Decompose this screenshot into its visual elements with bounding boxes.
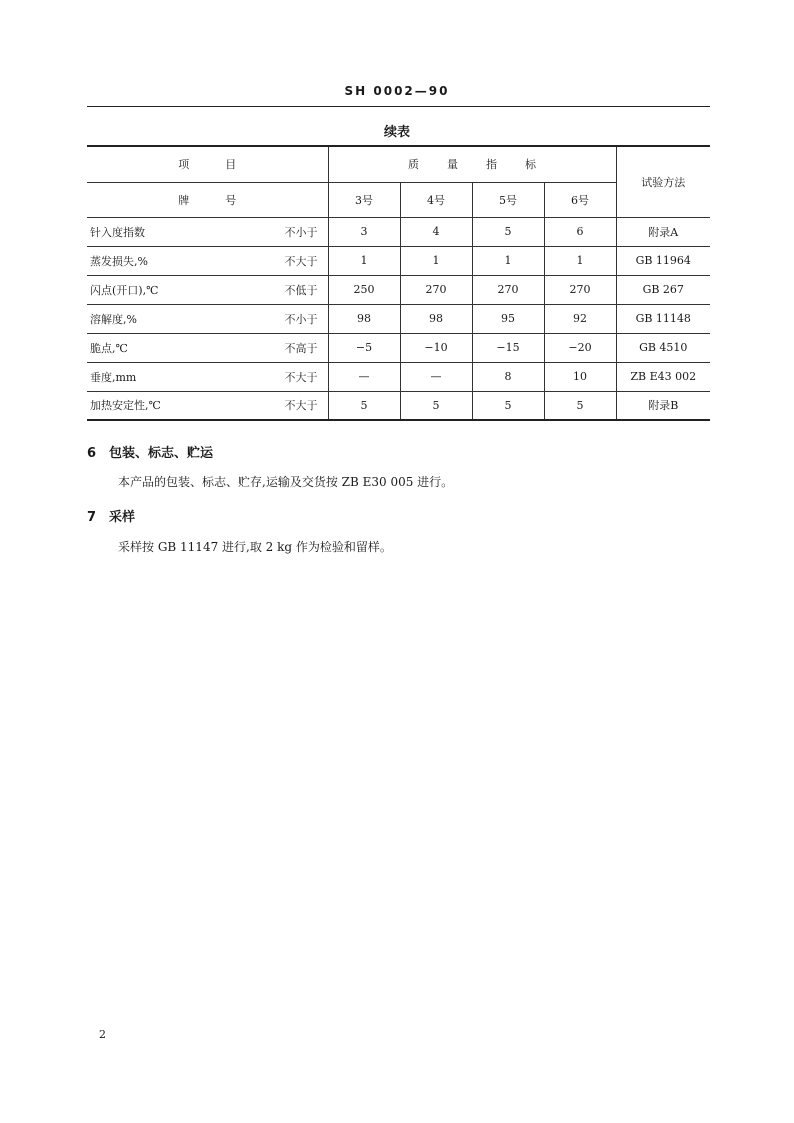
row-value: 5 (328, 391, 400, 420)
section-number: 6 (87, 446, 97, 461)
row-condition: 不大于 (267, 246, 328, 275)
row-method: GB 4510 (616, 333, 710, 362)
header-quality: 质量指标 (328, 146, 616, 182)
row-name: 闪点(开口),℃ (87, 275, 267, 304)
table-row (87, 391, 710, 420)
row-method: GB 11964 (616, 246, 710, 275)
row-condition: 不低于 (267, 275, 328, 304)
row-method: GB 11148 (616, 304, 710, 333)
row-value: −20 (544, 333, 616, 362)
row-value: 95 (472, 304, 544, 333)
row-value: 8 (472, 362, 544, 391)
row-value: 270 (544, 275, 616, 304)
row-name: 加热安定性,℃ (87, 391, 267, 420)
row-condition: 不高于 (267, 333, 328, 362)
section-title: 采样 (109, 510, 136, 525)
row-condition: 不小于 (267, 217, 328, 246)
row-value: 1 (472, 246, 544, 275)
section-title: 包装、标志、贮运 (109, 446, 214, 461)
grade-cell: 4号 (400, 182, 472, 217)
row-value: 5 (472, 391, 544, 420)
row-value: 250 (328, 275, 400, 304)
table-title: 续表 (383, 125, 410, 140)
row-name: 溶解度,% (87, 304, 267, 333)
header-grade: 牌号 (87, 182, 328, 217)
header-method: 试验方法 (616, 146, 710, 217)
row-value: 1 (400, 246, 472, 275)
row-value: 92 (544, 304, 616, 333)
row-value: 3 (328, 217, 400, 246)
row-condition: 不大于 (267, 391, 328, 420)
grade-cell: 3号 (328, 182, 400, 217)
row-value: — (328, 362, 400, 391)
table-row (87, 304, 710, 333)
row-value: 270 (472, 275, 544, 304)
section-heading-sampling (87, 506, 135, 525)
row-value: 98 (400, 304, 472, 333)
row-method: ZB E43 002 (616, 362, 710, 391)
row-value: 5 (400, 391, 472, 420)
row-value: 1 (328, 246, 400, 275)
row-method: GB 267 (616, 275, 710, 304)
row-value: 270 (400, 275, 472, 304)
row-value: −5 (328, 333, 400, 362)
section-heading-packaging (87, 442, 213, 461)
row-name: 蒸发损失,% (87, 246, 267, 275)
header-item: 项目 (87, 146, 328, 182)
row-value: 4 (400, 217, 472, 246)
table-header-row (87, 146, 710, 182)
section-number: 7 (87, 510, 97, 525)
header-rule (87, 106, 710, 107)
row-value: 10 (544, 362, 616, 391)
section-text-sampling: 采样按 GB 11147 进行,取 2 kg 作为检验和留样。 (118, 540, 392, 554)
row-value: — (400, 362, 472, 391)
row-condition: 不小于 (267, 304, 328, 333)
table-row (87, 362, 710, 391)
grade-cell: 5号 (472, 182, 544, 217)
specification-table (87, 145, 710, 421)
table-row (87, 217, 710, 246)
row-name: 脆点,℃ (87, 333, 267, 362)
table-row (87, 333, 710, 362)
row-method: 附录B (616, 391, 710, 420)
row-value: 5 (544, 391, 616, 420)
row-value: 1 (544, 246, 616, 275)
page-number: 2 (99, 1028, 106, 1041)
document-code: SH 0002—90 (344, 84, 450, 98)
row-value: 5 (472, 217, 544, 246)
row-value: 6 (544, 217, 616, 246)
row-value: −10 (400, 333, 472, 362)
row-name: 针入度指数 (87, 217, 267, 246)
grade-cell: 6号 (544, 182, 616, 217)
row-method: 附录A (616, 217, 710, 246)
section-text-packaging: 本产品的包装、标志、贮存,运输及交货按 ZB E30 005 进行。 (118, 475, 454, 489)
row-name: 垂度,mm (87, 362, 267, 391)
row-value: 98 (328, 304, 400, 333)
row-condition: 不大于 (267, 362, 328, 391)
table-row (87, 246, 710, 275)
row-value: −15 (472, 333, 544, 362)
table-row (87, 275, 710, 304)
